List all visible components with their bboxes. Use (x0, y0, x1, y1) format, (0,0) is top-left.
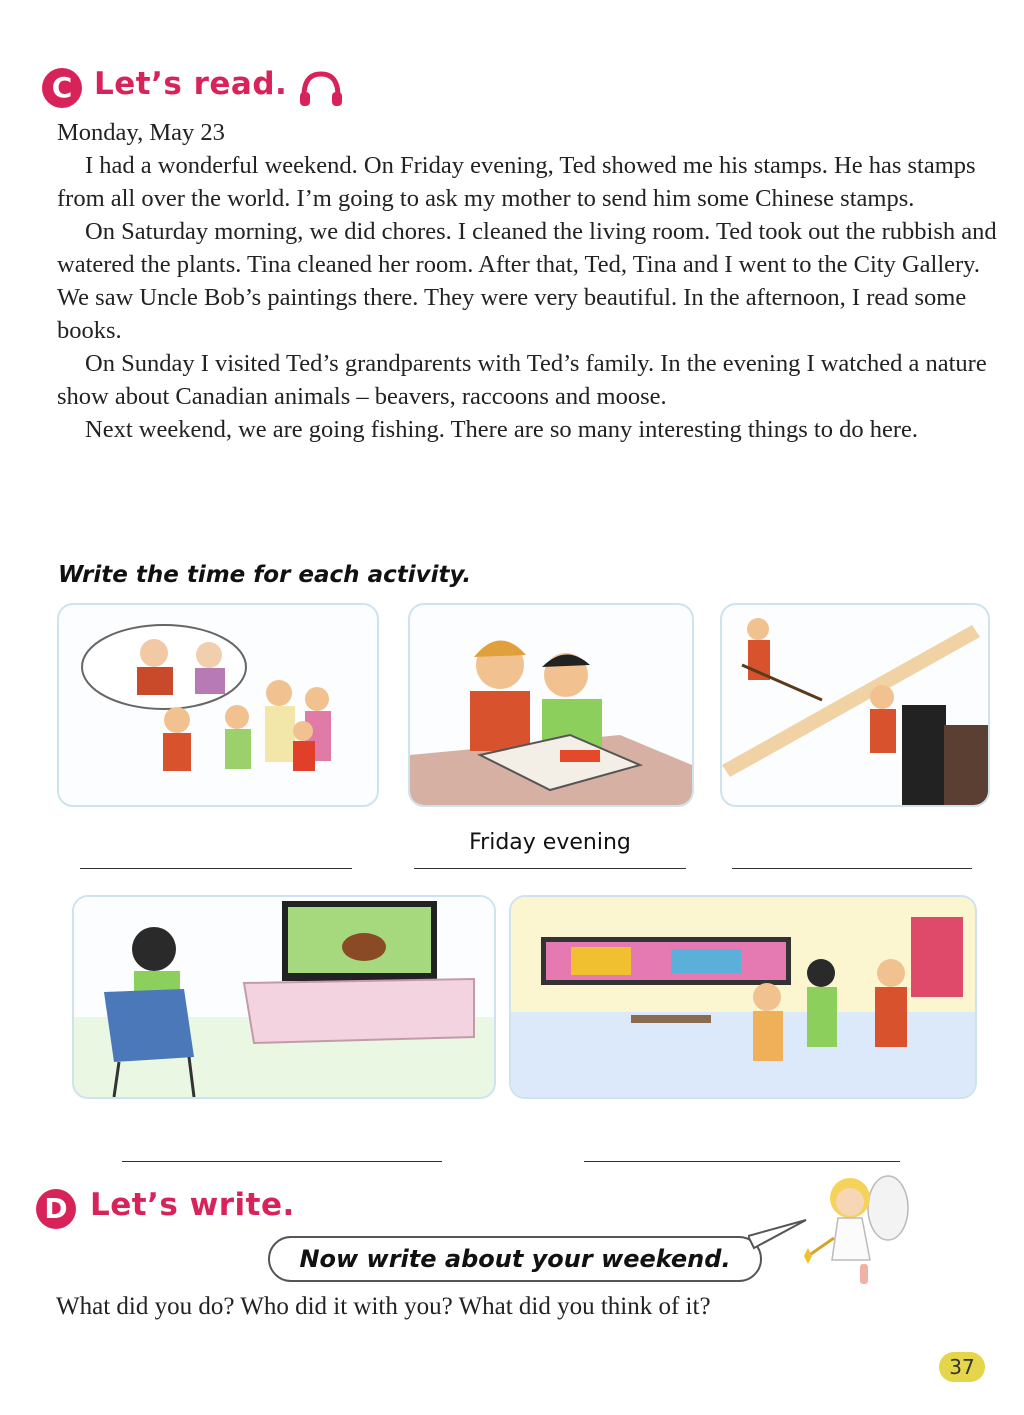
passage-paragraph: I had a wonderful weekend. On Friday evening, Ted showed me his stamps. He has stamps from all over the world. I’m going to ask my mother to send him some Chinese stamps. (57, 152, 976, 212)
answer-line-2[interactable] (414, 868, 686, 869)
writing-prompt-bubble: Now write about your weekend. (268, 1236, 762, 1282)
writing-questions: What did you do? Who did it with you? What did you think of it? (56, 1293, 711, 1320)
answer-line-5[interactable] (584, 1161, 900, 1162)
picture-watching-nature-show (72, 895, 496, 1099)
section-c-title: Let’s read. (94, 66, 288, 102)
answer-line-3[interactable] (732, 868, 972, 869)
picture-doing-chores (720, 603, 990, 807)
passage-paragraph: On Saturday morning, we did chores. I cleaned the living room. Ted took out the rubbish and watered the plants. Tina cleaned her room. After that, Ted, Tina and I went to the City Gallery. We saw Uncle Bob’s paintings there. They were very beautiful. In the afternoon, I read some books. (57, 218, 997, 344)
section-d-badge: D (36, 1189, 76, 1229)
answer-line-1[interactable] (80, 868, 352, 869)
section-c-badge: C (42, 68, 82, 108)
passage-paragraph: On Sunday I visited Ted’s grandparents with Ted’s family. In the evening I watched a nature show about Canadian animals – beavers, raccoons and moose. (57, 350, 987, 410)
angel-icon (800, 1168, 910, 1293)
picture-showing-stamps (408, 603, 694, 807)
bubble-tail-icon (748, 1218, 808, 1258)
answer-line-4[interactable] (122, 1161, 442, 1162)
answer-text-2: Friday evening (469, 830, 631, 855)
picture-city-gallery (509, 895, 977, 1099)
passage-paragraph: Next weekend, we are going fishing. There are so many interesting things to do here. (85, 416, 918, 443)
diary-date: Monday, May 23 (57, 119, 225, 146)
section-d-title: Let’s write. (90, 1187, 295, 1223)
picture-visit-grandparents (57, 603, 379, 807)
exercise-instruction: Write the time for each activity. (58, 562, 472, 588)
page-number: 37 (939, 1352, 985, 1382)
reading-passage (57, 116, 997, 446)
headphones-icon[interactable] (298, 70, 344, 108)
